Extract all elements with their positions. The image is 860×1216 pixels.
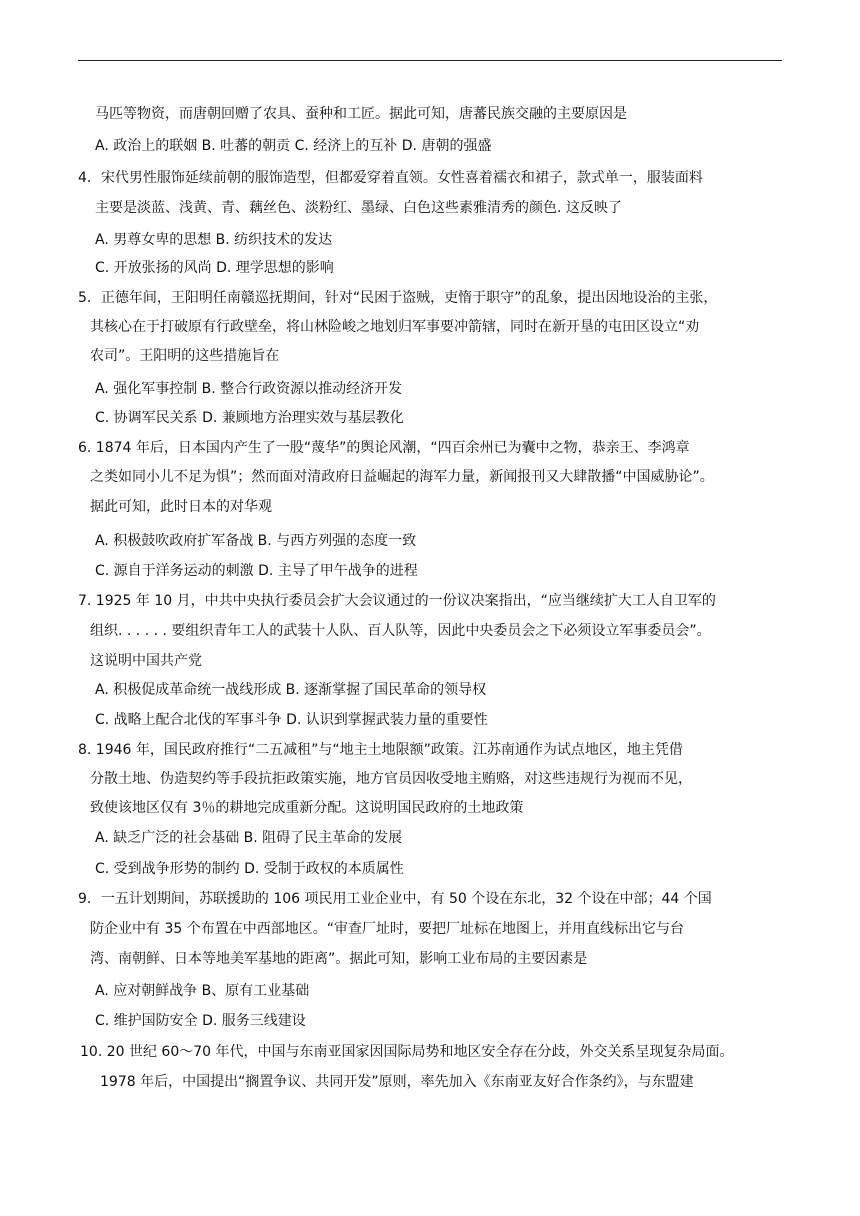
answer-options: A. 缺乏广泛的社会基础 B. 阻碍了民主革命的发展 (95, 830, 403, 846)
question-6-stem: 6. 1874 年后，日本国内产生了一股“蔑华”的舆论风潮，“四百余州已为囊中之物，恭亲王、李鸿章 (78, 440, 690, 456)
question-7-stem: 7. 1925 年 10 月，中共中央执行委员会扩大会议通过的一份议决案指出，“应当继续扩大工人自卫军的 (78, 593, 716, 609)
question-8-stem: 8. 1946 年，国民政府推行“二五减租”与“地主土地限额”政策。江苏南通作为试点地区，地主凭借 (78, 742, 683, 758)
question-4-stem: 4．宋代男性服饰延续前朝的服饰造型，但都爱穿着直领。女性喜着襦衣和裙子，款式单一，服装面料 (78, 170, 703, 186)
text-line: 据此可知，此时日本的对华观 (90, 499, 272, 515)
text-line: 之类如同小儿不足为惧”；然而面对清政府日益崛起的海军力量，新闻报刊又大肆散播“中国威胁论”。 (90, 469, 714, 485)
answer-options: C. 受到战争形势的制约 D. 受制于政权的本质属性 (95, 861, 404, 877)
answer-options: C. 维护国防安全 D. 服务三线建设 (95, 1013, 306, 1029)
text-line: 1978 年后，中国提出“搁置争议、共同开发”原则，率先加入《东南亚友好合作条约》，与东盟建 (100, 1074, 694, 1090)
answer-options: C. 源自于洋务运动的刺激 D. 主导了甲午战争的进程 (95, 563, 418, 579)
text-line: 组织. . . . . . 要组织青年工人的武装十人队、百人队等，因此中央委员会之下必须设立军事委员会”。 (90, 623, 711, 639)
question-9-stem: 9．一五计划期间，苏联援助的 106 项民用工业企业中，有 50 个设在东北，32 个设在中部；44 个国 (78, 891, 712, 907)
text-line: 农司”。王阳明的这些措施旨在 (90, 348, 280, 364)
text-line: 其核心在于打破原有行政壁垒，将山林险峻之地划归军事要冲箭辖，同时在新开垦的屯田区设立“劝 (90, 319, 700, 335)
text-line: 分散土地、伪造契约等手段抗拒政策实施，地方官员因收受地主贿赂，对这些违规行为视而不见， (90, 771, 692, 787)
header-rule (78, 60, 782, 61)
answer-options: C. 开放张扬的风尚 D. 理学思想的影响 (95, 260, 334, 276)
text-line: 致使该地区仅有 3％的耕地完成重新分配。这说明国民政府的土地政策 (90, 800, 524, 816)
answer-options: A. 政治上的联姻 B. 吐蕃的朝贡 C. 经济上的互补 D. 唐朝的强盛 (95, 138, 492, 154)
text-line: 主要是淡蓝、浅黄、青、藕丝色、淡粉红、墨绿、白色这些素雅清秀的颜色. 这反映了 (95, 200, 622, 216)
answer-options: A. 积极促成革命统一战线形成 B. 逐渐掌握了国民革命的领导权 (95, 682, 487, 698)
answer-options: A. 男尊女卑的思想 B. 纺织技术的发达 (95, 232, 333, 248)
question-5-stem: 5．正德年间，王阳明任南赣巡抚期间，针对“民困于盗贼，吏惰于职守”的乱象，提出因地设治的主张， (78, 290, 718, 306)
text-line: 防企业中有 35 个布置在中西部地区。“审查厂址时，要把厂址标在地图上，并用直线标出它与台 (90, 921, 684, 937)
text-line: 马匹等物资，而唐朝回赠了农具、蚕种和工匠。据此可知，唐蕃民族交融的主要原因是 (95, 106, 627, 122)
answer-options: A. 积极鼓吹政府扩军备战 B. 与西方列强的态度一致 (95, 533, 417, 549)
text-line: 这说明中国共产党 (90, 653, 202, 669)
question-10-stem: 10. 20 世纪 60～70 年代，中国与东南亚国家因国际局势和地区安全存在分歧，外交关系呈现复杂局面。 (80, 1044, 734, 1060)
answer-options: A. 应对朝鲜战争 B、原有工业基础 (95, 983, 310, 999)
answer-options: C. 战略上配合北伐的军事斗争 D. 认识到掌握武装力量的重要性 (95, 712, 488, 728)
text-line: 湾、南朝鲜、日本等地美军基地的距离”。据此可知，影响工业布局的主要因素是 (90, 951, 588, 967)
answer-options: C. 协调军民关系 D. 兼顾地方治理实效与基层教化 (95, 410, 404, 426)
answer-options: A. 强化军事控制 B. 整合行政资源以推动经济开发 (95, 381, 403, 397)
